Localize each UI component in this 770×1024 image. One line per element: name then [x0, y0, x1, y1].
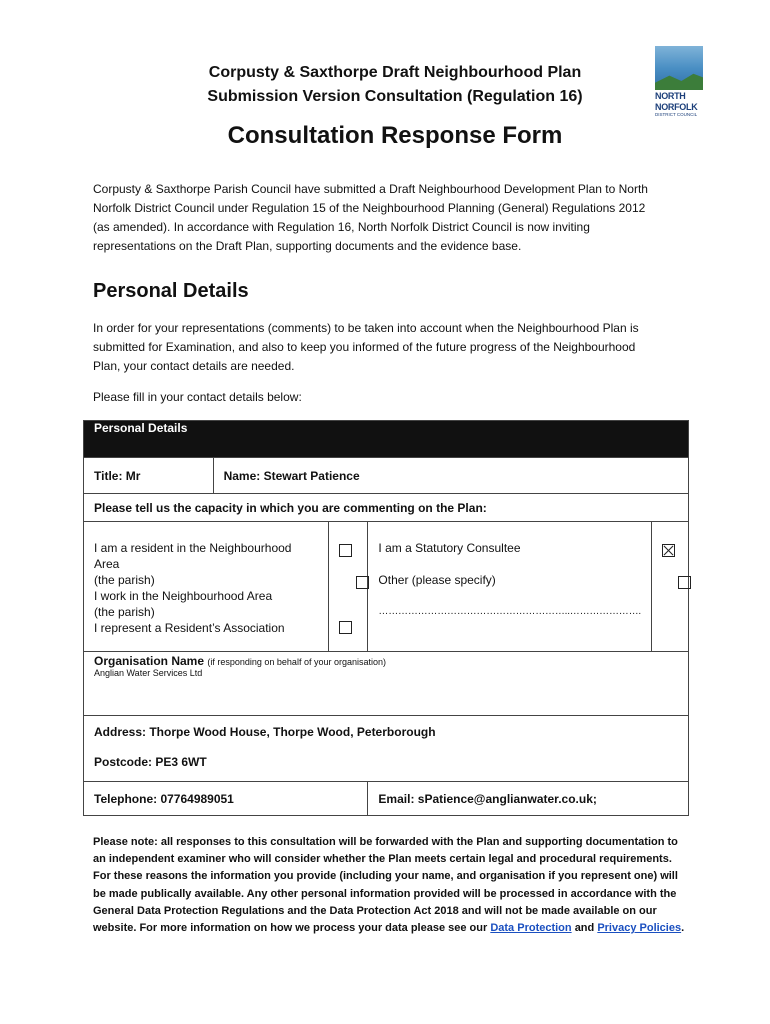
- telephone-field[interactable]: Telephone: 07764989051: [84, 782, 368, 816]
- organisation-value: Anglian Water Services Ltd: [94, 668, 203, 678]
- page-title: Consultation Response Form: [227, 122, 563, 149]
- personal-paragraph: In order for your representations (comments) to be taken into account when the Neighbourhood Plan is submitted for Examination, and also to keep you informed of the future progress of the Neighbourhood Plan, your contact details are needed.: [93, 321, 639, 373]
- other-checkbox[interactable]: [678, 576, 691, 589]
- right-options: I am a Statutory Consultee Other (please specify) …………………………………………………..………………….: [368, 522, 652, 652]
- work-checkbox[interactable]: [356, 576, 369, 589]
- logo-text-2: NORFOLK: [655, 102, 698, 112]
- intro-paragraph: Corpusty & Saxthorpe Parish Council have submitted a Draft Neighbourhood Development Plan to North Norfolk District Council under Regulation 15 of the Neighbourhood Planning (General) Regulations 2012 (as amended). In accordance with Regulation 16, North Norfolk District Council is now inviting representations on the Draft Plan, supporting documents and the evidence base.: [93, 182, 648, 253]
- statutory-consultee-checkbox-checked[interactable]: [662, 544, 675, 557]
- north-norfolk-logo: [655, 46, 703, 117]
- header-line-1: Corpusty & Saxthorpe Draft Neighbourhood Plan: [208, 64, 582, 81]
- fill-in-text: Please fill in your contact details below:: [93, 390, 302, 404]
- privacy-policies-link[interactable]: Privacy Policies: [597, 922, 682, 935]
- header-line-2: Submission Version Consultation (Regulation 16): [207, 88, 583, 105]
- left-options: I am a resident in the Neighbourhood Area (the parish) I work in the Neighbourhood Area (the parish) I represent a Resident’s Association: [84, 522, 329, 652]
- personal-details-heading: Personal Details: [93, 280, 249, 302]
- logo-landscape-icon: [655, 46, 703, 90]
- form-header: Personal Details: [84, 421, 689, 458]
- privacy-note: Please note: all responses to this consultation will be forwarded with the Plan and supporting documentation to an independent examiner who will consider whether the Plan meets certain legal and procedural requirements. For these reasons the information you provide (including your name, and organisation if you represent one) will be made publically available. Any other personal information provided will be processed in accordance with the General Data Protection Regulations and the Data Protection Act 2018 and will not be made available on our website. For more information on how we process your data please see our Data Protection and Privacy Policies.: [93, 836, 685, 935]
- capacity-question: Please tell us the capacity in which you are commenting on the Plan:: [84, 494, 689, 522]
- name-field[interactable]: Name: Stewart Patience: [213, 458, 688, 494]
- logo-text-3: DISTRICT COUNCIL: [655, 112, 698, 117]
- logo-text-1: NORTH: [655, 91, 686, 101]
- address-field[interactable]: Address: Thorpe Wood House, Thorpe Wood, Peterborough Postcode: PE3 6WT: [84, 716, 689, 782]
- personal-details-form: [83, 420, 689, 816]
- email-field[interactable]: Email: sPatience@anglianwater.co.uk;: [368, 782, 689, 816]
- other-specify-line: …………………………………………………..………………….: [378, 606, 641, 617]
- residents-association-checkbox[interactable]: [339, 621, 352, 634]
- resident-checkbox[interactable]: [339, 544, 352, 557]
- title-field[interactable]: Title: Mr: [84, 458, 214, 494]
- organisation-field[interactable]: Organisation Name (if responding on behalf of your organisation) Anglian Water Services Ltd: [84, 652, 689, 716]
- data-protection-link[interactable]: Data Protection: [490, 922, 572, 935]
